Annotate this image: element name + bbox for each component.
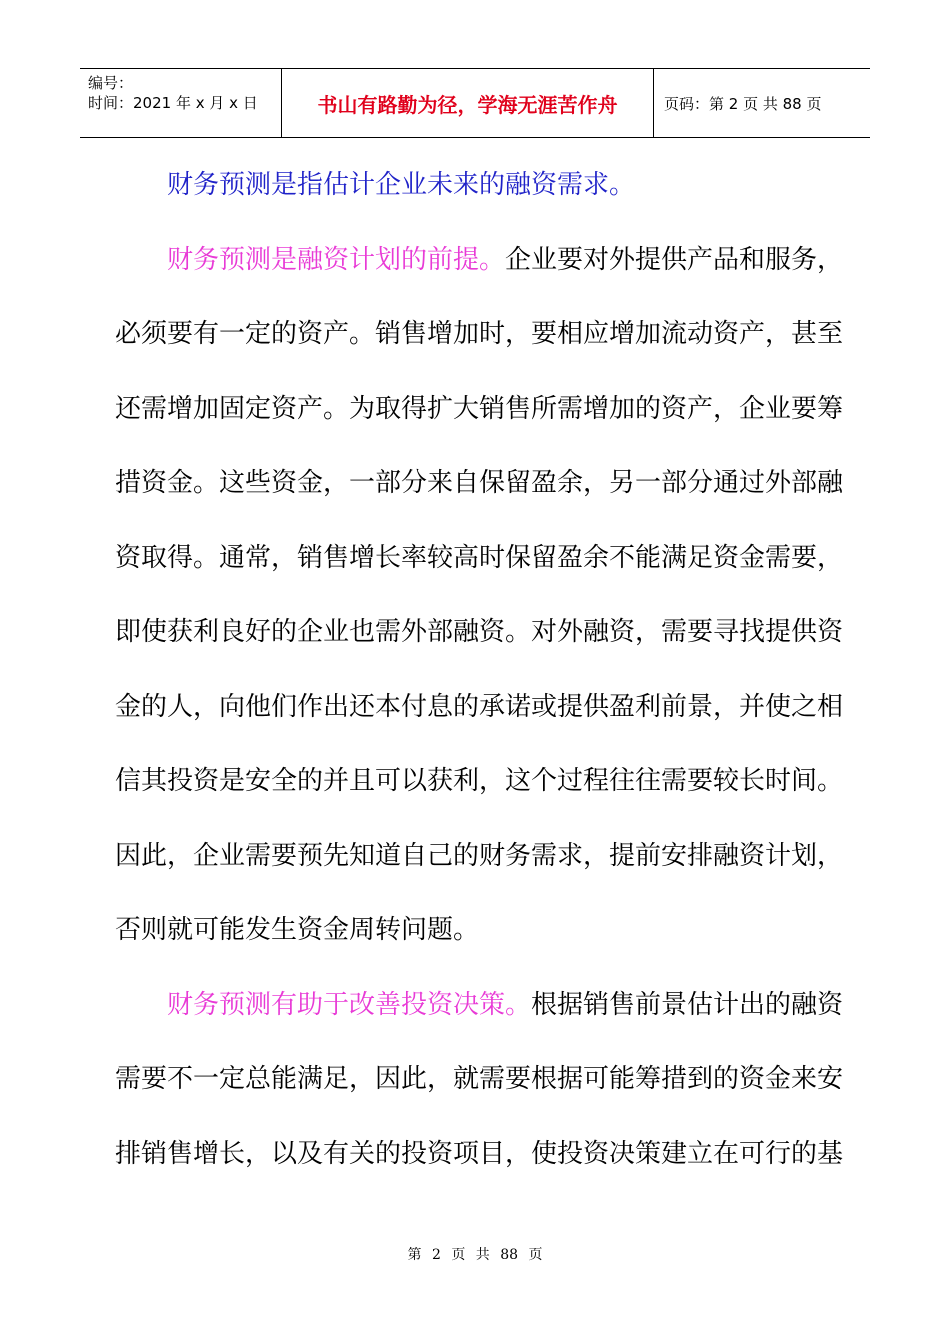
header-page-info: 页码：第 2 页 共 88 页 — [664, 94, 822, 113]
footer-page-unit: 页 — [451, 1247, 466, 1263]
body-line — [115, 372, 845, 447]
body-text: 企业要对外提供产品和服务， — [505, 244, 844, 275]
body-text: 因此，企业需要预先知道自己的财务需求，提前安排融资计划， — [115, 840, 844, 871]
body-line — [115, 744, 845, 819]
body-line — [115, 670, 845, 745]
body-line — [115, 1117, 845, 1192]
header-meta — [80, 69, 282, 137]
page-header — [80, 68, 870, 138]
document-date: 时间：2021 年 x 月 x 日 — [88, 94, 258, 112]
footer-total-word: 共 — [475, 1247, 490, 1263]
footer-total-unit: 页 — [528, 1247, 543, 1263]
highlighted-text: 财务预测有助于改善投资决策。 — [167, 989, 532, 1020]
highlighted-text: 财务预测是指估计企业未来的融资需求。 — [167, 170, 636, 200]
body-text: 资取得。通常，销售增长率较高时保留盈余不能满足资金需要， — [115, 542, 844, 573]
body-line — [115, 1042, 845, 1117]
body-line — [115, 223, 845, 298]
footer-page-word: 第 — [407, 1247, 422, 1263]
body-line — [115, 148, 845, 223]
body-text: 措资金。这些资金，一部分来自保留盈余，另一部分通过外部融 — [115, 468, 844, 498]
body-line — [115, 595, 845, 670]
body-line — [115, 893, 845, 968]
footer-page-number: 2 — [431, 1247, 441, 1263]
body-line — [115, 819, 845, 894]
body-text: 即使获利良好的企业也需外部融资。对外融资，需要寻找提供资 — [115, 617, 844, 647]
body-text: 还需增加固定资产。为取得扩大销售所需增加的资产，企业要筹 — [115, 393, 844, 424]
page-footer — [0, 1244, 950, 1264]
body-text: 否则就可能发生资金周转问题。 — [115, 915, 480, 945]
body-text: 需要不一定总能满足，因此，就需要根据可能筹措到的资金来安 — [115, 1064, 844, 1094]
body-text: 信其投资是安全的并且可以获利，这个过程往往需要较长时间。 — [115, 766, 844, 796]
body-line — [115, 521, 845, 596]
document-body — [115, 148, 845, 1191]
highlighted-text: 财务预测是融资计划的前提。 — [167, 244, 506, 275]
body-text: 必须要有一定的资产。销售增加时，要相应增加流动资产，甚至 — [115, 319, 844, 349]
footer-total-number: 88 — [500, 1247, 519, 1263]
body-text: 金的人，向他们作出还本付息的承诺或提供盈利前景，并使之相 — [115, 691, 844, 722]
body-text: 根据销售前景估计出的融资 — [531, 989, 844, 1020]
body-line — [115, 446, 845, 521]
body-line — [115, 297, 845, 372]
document-number-label: 编号： — [88, 74, 134, 92]
header-motto: 书山有路勤为径，学海无涯苦作舟 — [282, 69, 654, 137]
body-text: 排销售增长，以及有关的投资项目，使投资决策建立在可行的基 — [115, 1138, 844, 1169]
body-line — [115, 968, 845, 1043]
